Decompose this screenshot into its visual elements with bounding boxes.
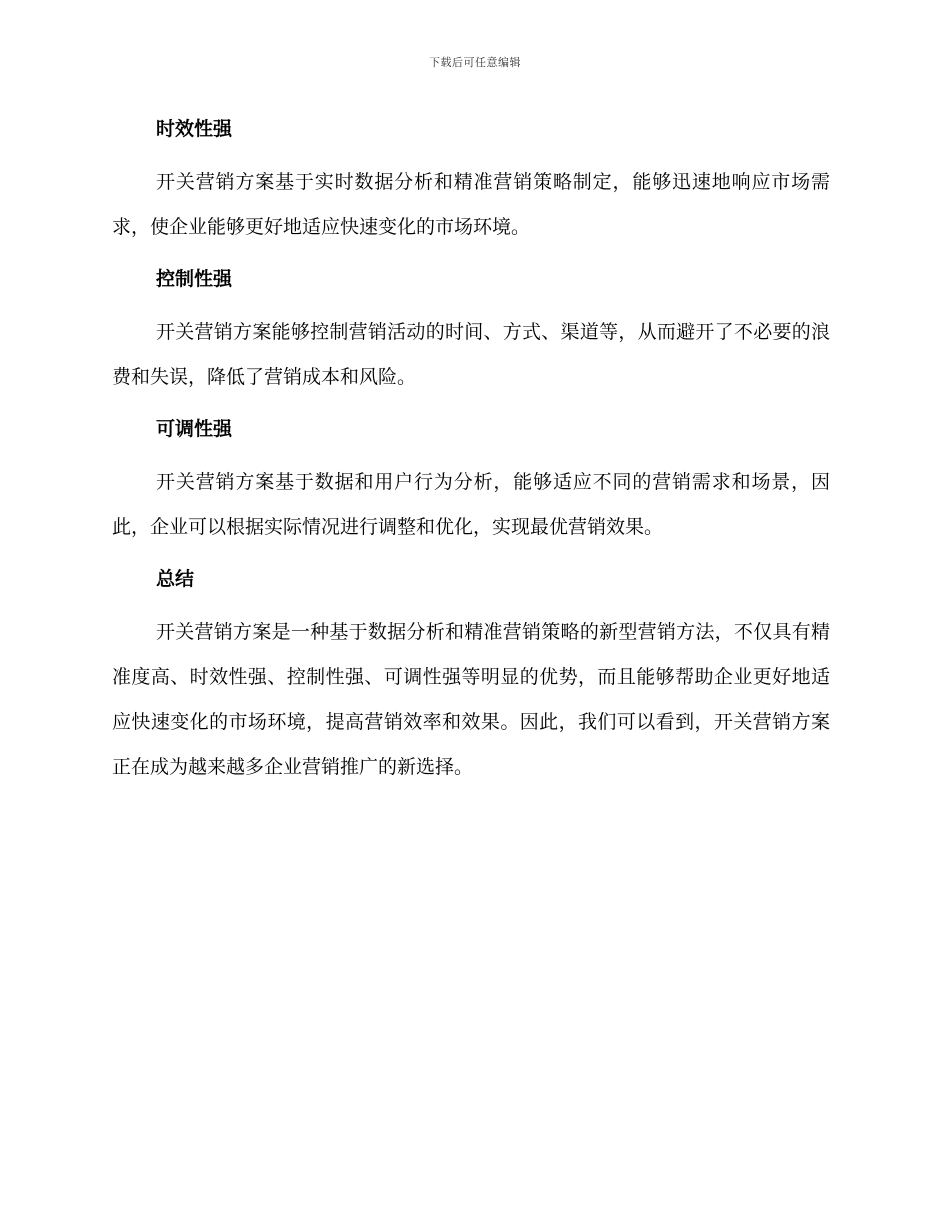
section-body: 开关营销方案能够控制营销活动的时间、方式、渠道等，从而避开了不必要的浪费和失误，降低了营销成本和风险。 xyxy=(112,321,830,388)
section-body: 开关营销方案基于数据和用户行为分析，能够适应不同的营销需求和场景，因此，企业可以根据实际情况进行调整和优化，实现最优营销效果。 xyxy=(112,471,830,538)
section-timeliness xyxy=(112,112,830,250)
section-heading: 控制性强 xyxy=(156,268,233,290)
section-body: 开关营销方案基于实时数据分析和精准营销策略制定，能够迅速地响应市场需求，使企业能够更好地适应快速变化的市场环境。 xyxy=(112,171,830,238)
section-heading: 时效性强 xyxy=(156,118,233,140)
header-note: 下载后可任意编辑 xyxy=(429,56,521,69)
document-content xyxy=(112,112,830,802)
section-summary xyxy=(112,562,830,790)
section-heading: 可调性强 xyxy=(156,418,233,440)
section-controllability xyxy=(112,262,830,400)
section-adjustability xyxy=(112,412,830,550)
section-body: 开关营销方案是一种基于数据分析和精准营销策略的新型营销方法，不仅具有精准度高、时效性强、控制性强、可调性强等明显的优势，而且能够帮助企业更好地适应快速变化的市场环境，提高营销效率和效果。因此，我们可以看到，开关营销方案正在成为越来越多企业营销推广的新选择。 xyxy=(112,621,830,778)
section-heading: 总结 xyxy=(156,568,195,590)
